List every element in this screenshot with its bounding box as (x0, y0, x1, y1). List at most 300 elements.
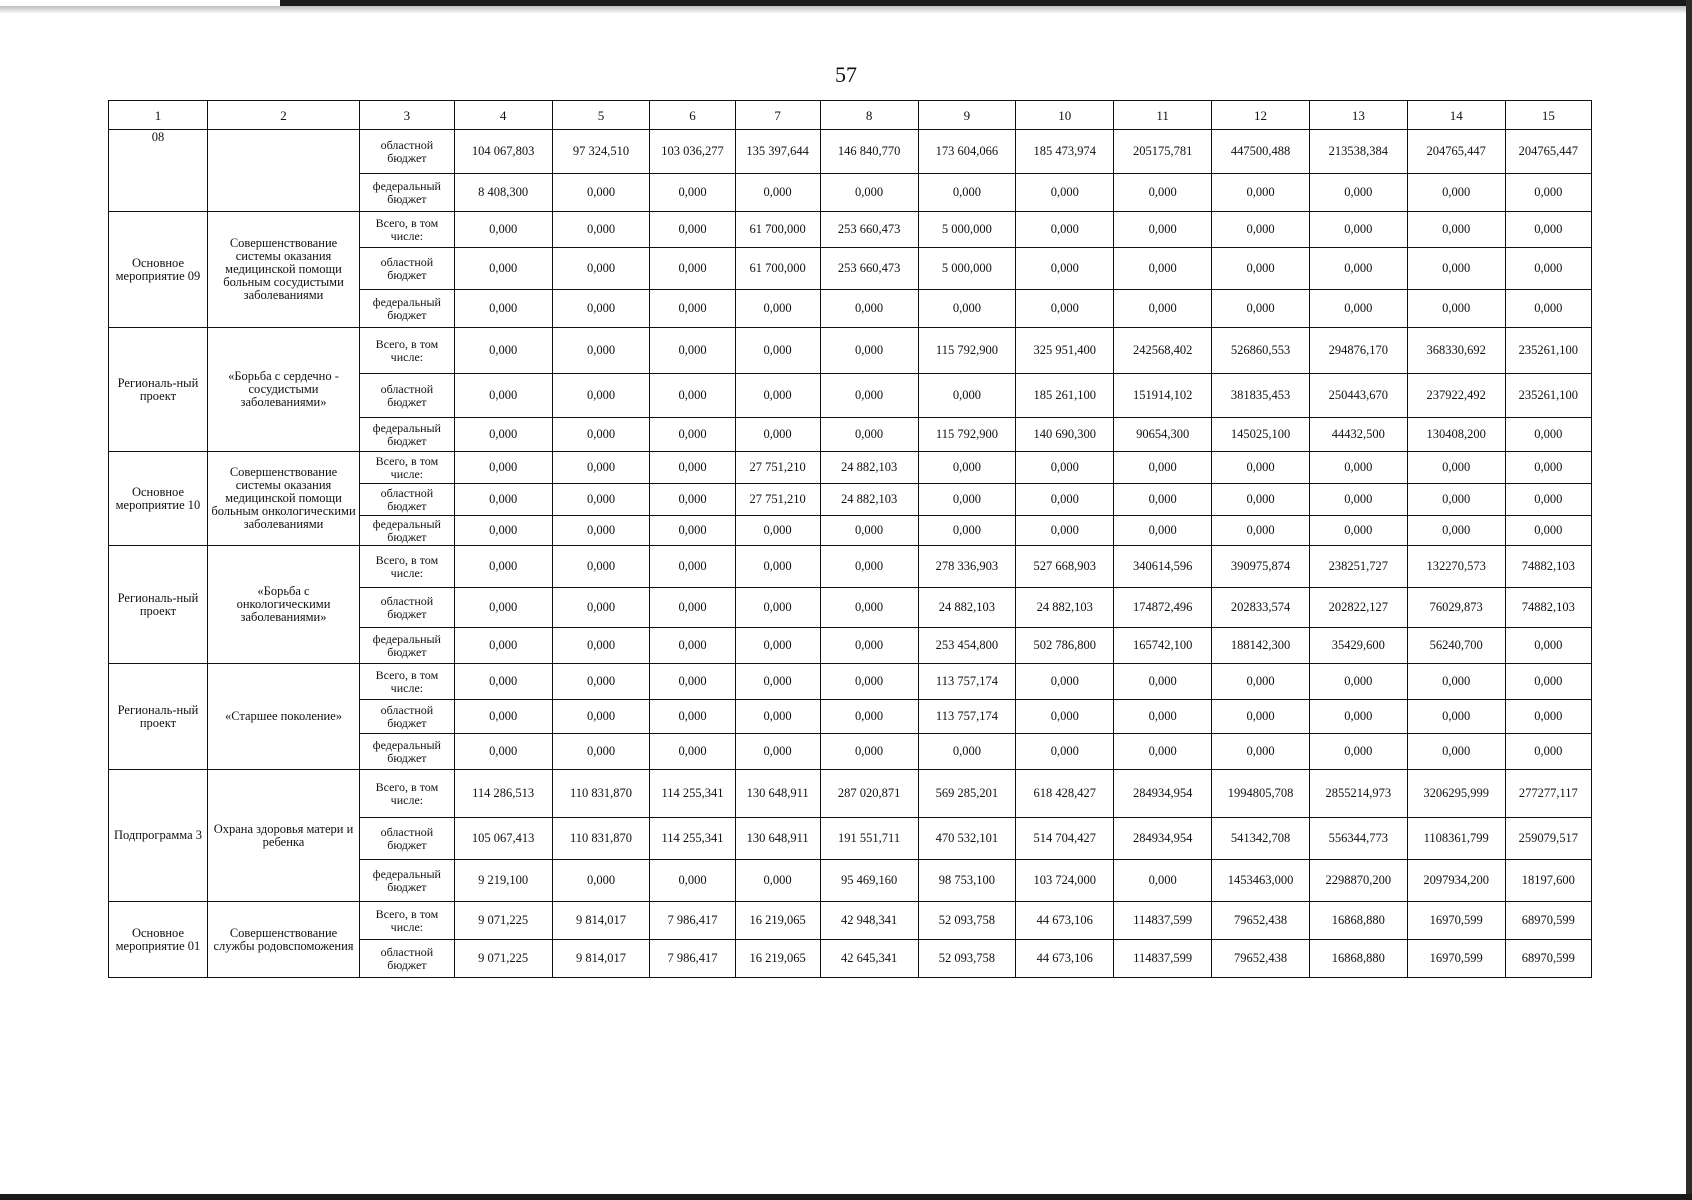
amount-cell: 0,000 (735, 516, 820, 546)
funding-source: областной бюджет (360, 484, 455, 516)
amount-cell: 0,000 (1016, 700, 1114, 734)
amount-cell: 0,000 (735, 290, 820, 328)
budget-table-wrapper (108, 100, 1592, 978)
amount-cell: 90654,300 (1114, 418, 1212, 452)
column-header-7: 7 (735, 101, 820, 130)
amount-cell: 27 751,210 (735, 452, 820, 484)
column-header-9: 9 (918, 101, 1016, 130)
section-code: Региональ-ный проект (109, 664, 208, 770)
amount-cell: 0,000 (1309, 174, 1407, 212)
amount-cell: 527 668,903 (1016, 546, 1114, 588)
amount-cell: 0,000 (1407, 516, 1505, 546)
amount-cell: 1108361,799 (1407, 818, 1505, 860)
amount-cell: 514 704,427 (1016, 818, 1114, 860)
amount-cell: 76029,873 (1407, 588, 1505, 628)
amount-cell: 0,000 (1212, 248, 1310, 290)
amount-cell: 56240,700 (1407, 628, 1505, 664)
amount-cell: 0,000 (650, 248, 735, 290)
amount-cell: 0,000 (1505, 664, 1591, 700)
amount-cell: 110 831,870 (552, 770, 650, 818)
amount-cell: 237922,492 (1407, 374, 1505, 418)
amount-cell: 0,000 (918, 484, 1016, 516)
amount-cell: 0,000 (552, 516, 650, 546)
amount-cell: 5 000,000 (918, 212, 1016, 248)
section-code: Основное мероприятие 10 (109, 452, 208, 546)
amount-cell: 16 219,065 (735, 902, 820, 940)
amount-cell: 0,000 (1407, 290, 1505, 328)
amount-cell: 24 882,103 (820, 452, 918, 484)
amount-cell: 0,000 (1114, 174, 1212, 212)
amount-cell: 0,000 (735, 628, 820, 664)
amount-cell: 0,000 (650, 212, 735, 248)
amount-cell: 114 255,341 (650, 770, 735, 818)
column-header-4: 4 (454, 101, 552, 130)
funding-source: Всего, в том числе: (360, 212, 455, 248)
amount-cell: 287 020,871 (820, 770, 918, 818)
amount-cell: 0,000 (552, 174, 650, 212)
amount-cell: 204765,447 (1407, 130, 1505, 174)
amount-cell: 105 067,413 (454, 818, 552, 860)
page-number: 57 (835, 62, 857, 87)
section-title: «Старшее поколение» (207, 664, 359, 770)
amount-cell: 340614,596 (1114, 546, 1212, 588)
amount-cell: 0,000 (1505, 452, 1591, 484)
amount-cell: 2855214,973 (1309, 770, 1407, 818)
amount-cell: 0,000 (454, 328, 552, 374)
amount-cell: 3206295,999 (1407, 770, 1505, 818)
amount-cell: 0,000 (820, 546, 918, 588)
amount-cell: 97 324,510 (552, 130, 650, 174)
table-row (109, 130, 1592, 174)
amount-cell: 1453463,000 (1212, 860, 1310, 902)
funding-source: Всего, в том числе: (360, 452, 455, 484)
amount-cell: 0,000 (650, 484, 735, 516)
amount-cell: 0,000 (454, 248, 552, 290)
amount-cell: 0,000 (820, 418, 918, 452)
amount-cell: 259079,517 (1505, 818, 1591, 860)
amount-cell: 0,000 (454, 516, 552, 546)
amount-cell: 16868,880 (1309, 940, 1407, 978)
table-row (109, 546, 1592, 588)
amount-cell: 0,000 (552, 328, 650, 374)
amount-cell: 0,000 (552, 546, 650, 588)
amount-cell: 16970,599 (1407, 940, 1505, 978)
amount-cell: 0,000 (650, 290, 735, 328)
amount-cell: 0,000 (735, 174, 820, 212)
amount-cell: 44 673,106 (1016, 902, 1114, 940)
amount-cell: 5 000,000 (918, 248, 1016, 290)
amount-cell: 0,000 (650, 174, 735, 212)
scan-border-right (1686, 0, 1692, 1200)
amount-cell: 0,000 (1505, 418, 1591, 452)
amount-cell: 0,000 (454, 546, 552, 588)
amount-cell: 0,000 (650, 452, 735, 484)
amount-cell: 0,000 (650, 588, 735, 628)
amount-cell: 0,000 (1114, 452, 1212, 484)
amount-cell: 0,000 (1212, 452, 1310, 484)
amount-cell: 0,000 (1114, 700, 1212, 734)
section-title: Совершенствование системы оказания медицинской помощи больным онкологическими заболеваниями (207, 452, 359, 546)
amount-cell: 79652,438 (1212, 902, 1310, 940)
section-code: 08 (109, 130, 208, 212)
amount-cell: 0,000 (1505, 628, 1591, 664)
amount-cell: 0,000 (1407, 734, 1505, 770)
column-header-3: 3 (360, 101, 455, 130)
amount-cell: 0,000 (1309, 516, 1407, 546)
amount-cell: 0,000 (918, 452, 1016, 484)
amount-cell: 44 673,106 (1016, 940, 1114, 978)
amount-cell: 368330,692 (1407, 328, 1505, 374)
amount-cell: 35429,600 (1309, 628, 1407, 664)
amount-cell: 284934,954 (1114, 770, 1212, 818)
amount-cell: 325 951,400 (1016, 328, 1114, 374)
section-title: Совершенствование службы родовспоможения (207, 902, 359, 978)
amount-cell: 0,000 (1016, 290, 1114, 328)
amount-cell: 0,000 (1212, 484, 1310, 516)
amount-cell: 0,000 (820, 588, 918, 628)
amount-cell: 253 660,473 (820, 248, 918, 290)
amount-cell: 0,000 (1114, 860, 1212, 902)
amount-cell: 0,000 (552, 734, 650, 770)
amount-cell: 16970,599 (1407, 902, 1505, 940)
amount-cell: 0,000 (1016, 484, 1114, 516)
amount-cell: 0,000 (1016, 516, 1114, 546)
amount-cell: 0,000 (1114, 484, 1212, 516)
amount-cell: 0,000 (820, 290, 918, 328)
amount-cell: 0,000 (650, 664, 735, 700)
funding-source: Всего, в том числе: (360, 328, 455, 374)
amount-cell: 0,000 (650, 700, 735, 734)
amount-cell: 0,000 (1505, 734, 1591, 770)
amount-cell: 0,000 (552, 418, 650, 452)
column-header-12: 12 (1212, 101, 1310, 130)
amount-cell: 74882,103 (1505, 588, 1591, 628)
amount-cell: 130 648,911 (735, 770, 820, 818)
amount-cell: 0,000 (454, 374, 552, 418)
amount-cell: 95 469,160 (820, 860, 918, 902)
amount-cell: 556344,773 (1309, 818, 1407, 860)
amount-cell: 0,000 (1212, 664, 1310, 700)
amount-cell: 205175,781 (1114, 130, 1212, 174)
amount-cell: 0,000 (1407, 248, 1505, 290)
table-body (109, 130, 1592, 978)
funding-source: областной бюджет (360, 818, 455, 860)
amount-cell: 115 792,900 (918, 418, 1016, 452)
amount-cell: 44432,500 (1309, 418, 1407, 452)
section-code: Основное мероприятие 09 (109, 212, 208, 328)
amount-cell: 235261,100 (1505, 328, 1591, 374)
amount-cell: 103 036,277 (650, 130, 735, 174)
funding-source: областной бюджет (360, 130, 455, 174)
amount-cell: 113 757,174 (918, 664, 1016, 700)
amount-cell: 0,000 (1114, 734, 1212, 770)
amount-cell: 235261,100 (1505, 374, 1591, 418)
amount-cell: 0,000 (820, 734, 918, 770)
amount-cell: 470 532,101 (918, 818, 1016, 860)
column-header-13: 13 (1309, 101, 1407, 130)
section-code: Региональ-ный проект (109, 328, 208, 452)
amount-cell: 0,000 (1505, 248, 1591, 290)
amount-cell: 0,000 (735, 588, 820, 628)
amount-cell: 250443,670 (1309, 374, 1407, 418)
amount-cell: 104 067,803 (454, 130, 552, 174)
amount-cell: 0,000 (650, 546, 735, 588)
amount-cell: 130408,200 (1407, 418, 1505, 452)
amount-cell: 502 786,800 (1016, 628, 1114, 664)
amount-cell: 9 814,017 (552, 940, 650, 978)
funding-source: областной бюджет (360, 588, 455, 628)
amount-cell: 541342,708 (1212, 818, 1310, 860)
table-row (109, 770, 1592, 818)
amount-cell: 1994805,708 (1212, 770, 1310, 818)
amount-cell: 145025,100 (1212, 418, 1310, 452)
section-title: «Борьба с сердечно - сосудистыми заболеваниями» (207, 328, 359, 452)
column-header-2: 2 (207, 101, 359, 130)
column-header-14: 14 (1407, 101, 1505, 130)
amount-cell: 0,000 (1016, 212, 1114, 248)
amount-cell: 98 753,100 (918, 860, 1016, 902)
column-header-11: 11 (1114, 101, 1212, 130)
amount-cell: 569 285,201 (918, 770, 1016, 818)
section-title (207, 130, 359, 212)
amount-cell: 618 428,427 (1016, 770, 1114, 818)
amount-cell: 390975,874 (1212, 546, 1310, 588)
amount-cell: 0,000 (918, 374, 1016, 418)
amount-cell: 130 648,911 (735, 818, 820, 860)
amount-cell: 0,000 (1212, 734, 1310, 770)
amount-cell: 115 792,900 (918, 328, 1016, 374)
amount-cell: 24 882,103 (820, 484, 918, 516)
amount-cell: 0,000 (735, 734, 820, 770)
amount-cell: 0,000 (454, 418, 552, 452)
amount-cell: 253 454,800 (918, 628, 1016, 664)
amount-cell: 18197,600 (1505, 860, 1591, 902)
amount-cell: 0,000 (1309, 452, 1407, 484)
funding-source: областной бюджет (360, 374, 455, 418)
funding-source: Всего, в том числе: (360, 664, 455, 700)
amount-cell: 0,000 (552, 212, 650, 248)
amount-cell: 0,000 (1114, 664, 1212, 700)
amount-cell: 0,000 (1212, 516, 1310, 546)
amount-cell: 7 986,417 (650, 940, 735, 978)
amount-cell: 0,000 (552, 374, 650, 418)
amount-cell: 0,000 (650, 374, 735, 418)
amount-cell: 8 408,300 (454, 174, 552, 212)
column-header-10: 10 (1016, 101, 1114, 130)
amount-cell: 16868,880 (1309, 902, 1407, 940)
amount-cell: 0,000 (454, 212, 552, 248)
amount-cell: 0,000 (1114, 248, 1212, 290)
amount-cell: 0,000 (1407, 212, 1505, 248)
amount-cell: 188142,300 (1212, 628, 1310, 664)
amount-cell: 0,000 (735, 664, 820, 700)
funding-source: Всего, в том числе: (360, 546, 455, 588)
amount-cell: 0,000 (650, 860, 735, 902)
amount-cell: 0,000 (552, 860, 650, 902)
amount-cell: 0,000 (454, 290, 552, 328)
amount-cell: 103 724,000 (1016, 860, 1114, 902)
amount-cell: 114837,599 (1114, 902, 1212, 940)
funding-source: Всего, в том числе: (360, 902, 455, 940)
amount-cell: 0,000 (454, 734, 552, 770)
amount-cell: 0,000 (1505, 212, 1591, 248)
amount-cell: 0,000 (1505, 174, 1591, 212)
column-header-8: 8 (820, 101, 918, 130)
amount-cell: 0,000 (918, 734, 1016, 770)
amount-cell: 0,000 (1407, 664, 1505, 700)
amount-cell: 0,000 (1309, 664, 1407, 700)
column-header-5: 5 (552, 101, 650, 130)
amount-cell: 0,000 (650, 418, 735, 452)
amount-cell: 0,000 (454, 628, 552, 664)
funding-source: областной бюджет (360, 248, 455, 290)
table-row (109, 328, 1592, 374)
table-row (109, 902, 1592, 940)
amount-cell: 0,000 (650, 516, 735, 546)
amount-cell: 0,000 (1016, 174, 1114, 212)
funding-source: федеральный бюджет (360, 734, 455, 770)
amount-cell: 0,000 (820, 328, 918, 374)
section-title: Совершенствование системы оказания медицинской помощи больным сосудистыми заболеваниями (207, 212, 359, 328)
amount-cell: 0,000 (454, 452, 552, 484)
amount-cell: 16 219,065 (735, 940, 820, 978)
amount-cell: 42 948,341 (820, 902, 918, 940)
funding-source: Всего, в том числе: (360, 770, 455, 818)
column-header-1: 1 (109, 101, 208, 130)
funding-source: федеральный бюджет (360, 860, 455, 902)
amount-cell: 68970,599 (1505, 940, 1591, 978)
funding-source: федеральный бюджет (360, 290, 455, 328)
amount-cell: 165742,100 (1114, 628, 1212, 664)
amount-cell: 7 986,417 (650, 902, 735, 940)
amount-cell: 213538,384 (1309, 130, 1407, 174)
amount-cell: 0,000 (820, 664, 918, 700)
funding-source: областной бюджет (360, 940, 455, 978)
amount-cell: 132270,573 (1407, 546, 1505, 588)
amount-cell: 0,000 (735, 860, 820, 902)
amount-cell: 0,000 (454, 700, 552, 734)
amount-cell: 0,000 (820, 374, 918, 418)
amount-cell: 24 882,103 (1016, 588, 1114, 628)
section-code: Основное мероприятие 01 (109, 902, 208, 978)
amount-cell: 0,000 (1114, 516, 1212, 546)
section-code: Подпрограмма 3 (109, 770, 208, 902)
amount-cell: 52 093,758 (918, 940, 1016, 978)
amount-cell: 526860,553 (1212, 328, 1310, 374)
amount-cell: 114 286,513 (454, 770, 552, 818)
amount-cell: 204765,447 (1505, 130, 1591, 174)
column-header-15: 15 (1505, 101, 1591, 130)
amount-cell: 0,000 (1407, 174, 1505, 212)
amount-cell: 0,000 (735, 374, 820, 418)
amount-cell: 0,000 (1114, 212, 1212, 248)
amount-cell: 0,000 (552, 248, 650, 290)
funding-source: федеральный бюджет (360, 418, 455, 452)
budget-table (108, 100, 1592, 978)
amount-cell: 381835,453 (1212, 374, 1310, 418)
amount-cell: 0,000 (820, 700, 918, 734)
amount-cell: 0,000 (1407, 452, 1505, 484)
amount-cell: 0,000 (454, 664, 552, 700)
funding-source: федеральный бюджет (360, 516, 455, 546)
amount-cell: 61 700,000 (735, 212, 820, 248)
amount-cell: 74882,103 (1505, 546, 1591, 588)
amount-cell: 9 071,225 (454, 940, 552, 978)
amount-cell: 135 397,644 (735, 130, 820, 174)
amount-cell: 191 551,711 (820, 818, 918, 860)
amount-cell: 0,000 (1309, 212, 1407, 248)
amount-cell: 0,000 (918, 174, 1016, 212)
amount-cell: 79652,438 (1212, 940, 1310, 978)
amount-cell: 0,000 (1407, 700, 1505, 734)
amount-cell: 0,000 (650, 628, 735, 664)
amount-cell: 0,000 (1114, 290, 1212, 328)
amount-cell: 114837,599 (1114, 940, 1212, 978)
section-title: «Борьба с онкологическими заболеваниями» (207, 546, 359, 664)
column-number-row (109, 101, 1592, 130)
amount-cell: 0,000 (1505, 516, 1591, 546)
table-row (109, 664, 1592, 700)
funding-source: федеральный бюджет (360, 174, 455, 212)
amount-cell: 278 336,903 (918, 546, 1016, 588)
amount-cell: 0,000 (552, 484, 650, 516)
amount-cell: 68970,599 (1505, 902, 1591, 940)
amount-cell: 2298870,200 (1309, 860, 1407, 902)
amount-cell: 9 219,100 (454, 860, 552, 902)
amount-cell: 0,000 (735, 418, 820, 452)
amount-cell: 0,000 (1505, 290, 1591, 328)
amount-cell: 0,000 (1212, 174, 1310, 212)
amount-cell: 0,000 (1309, 248, 1407, 290)
amount-cell: 151914,102 (1114, 374, 1212, 418)
amount-cell: 0,000 (1212, 212, 1310, 248)
amount-cell: 146 840,770 (820, 130, 918, 174)
amount-cell: 140 690,300 (1016, 418, 1114, 452)
amount-cell: 0,000 (820, 628, 918, 664)
amount-cell: 0,000 (1016, 452, 1114, 484)
amount-cell: 0,000 (1016, 248, 1114, 290)
amount-cell: 110 831,870 (552, 818, 650, 860)
amount-cell: 42 645,341 (820, 940, 918, 978)
funding-source: федеральный бюджет (360, 628, 455, 664)
amount-cell: 0,000 (1407, 484, 1505, 516)
amount-cell: 0,000 (735, 328, 820, 374)
section-title: Охрана здоровья матери и ребенка (207, 770, 359, 902)
amount-cell: 0,000 (1505, 484, 1591, 516)
amount-cell: 114 255,341 (650, 818, 735, 860)
amount-cell: 202822,127 (1309, 588, 1407, 628)
amount-cell: 0,000 (552, 588, 650, 628)
amount-cell: 27 751,210 (735, 484, 820, 516)
amount-cell: 0,000 (820, 516, 918, 546)
table-row (109, 212, 1592, 248)
amount-cell: 242568,402 (1114, 328, 1212, 374)
amount-cell: 0,000 (552, 452, 650, 484)
amount-cell: 0,000 (735, 546, 820, 588)
amount-cell: 0,000 (918, 516, 1016, 546)
amount-cell: 0,000 (1016, 664, 1114, 700)
amount-cell: 9 814,017 (552, 902, 650, 940)
amount-cell: 0,000 (650, 734, 735, 770)
amount-cell: 0,000 (1212, 700, 1310, 734)
amount-cell: 0,000 (552, 664, 650, 700)
table-row (109, 452, 1592, 484)
amount-cell: 447500,488 (1212, 130, 1310, 174)
scan-shadow-top (0, 6, 1692, 14)
amount-cell: 0,000 (1212, 290, 1310, 328)
amount-cell: 0,000 (735, 700, 820, 734)
amount-cell: 202833,574 (1212, 588, 1310, 628)
